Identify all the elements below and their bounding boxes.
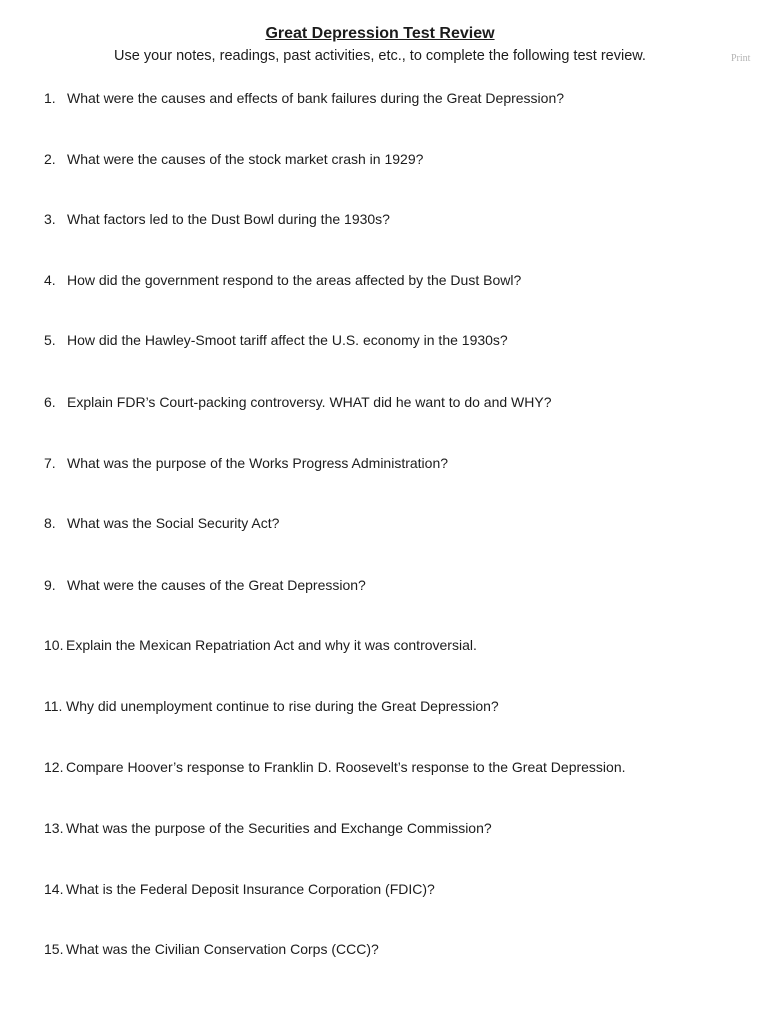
print-link[interactable]: Print — [731, 53, 751, 64]
question-item — [44, 514, 744, 532]
question-item — [44, 697, 744, 715]
question-text: What were the causes of the stock market crash in 1929? — [67, 151, 424, 167]
question-item — [44, 576, 744, 594]
instructions-text: Use your notes, readings, past activities, etc., to complete the following test review. — [114, 48, 646, 64]
question-number: 1. — [44, 90, 56, 106]
question-text: How did the government respond to the areas affected by the Dust Bowl? — [67, 272, 522, 288]
question-number: 9. — [44, 577, 56, 593]
question-number: 13. — [44, 820, 64, 836]
question-number: 11. — [44, 698, 63, 714]
question-number: 2. — [44, 151, 56, 167]
question-item — [44, 636, 744, 654]
question-text: What is the Federal Deposit Insurance Corporation (FDIC)? — [66, 881, 435, 897]
question-number: 6. — [44, 394, 56, 410]
question-item — [44, 758, 744, 776]
question-item — [44, 393, 744, 411]
question-number: 5. — [44, 332, 56, 348]
question-item — [44, 89, 744, 107]
question-number: 10. — [44, 637, 64, 653]
question-item — [44, 150, 744, 168]
question-item — [44, 210, 744, 228]
question-number: 15. — [44, 941, 64, 957]
question-text: What were the causes of the Great Depression? — [67, 577, 366, 593]
question-number: 7. — [44, 455, 56, 471]
question-item — [44, 454, 744, 472]
question-item — [44, 819, 744, 837]
question-item — [44, 880, 744, 898]
question-item — [44, 940, 744, 958]
question-text: Explain FDR’s Court-packing controversy. WHAT did he want to do and WHY? — [67, 394, 552, 410]
page-title: Great Depression Test Review — [265, 25, 495, 42]
question-text: What factors led to the Dust Bowl during the 1930s? — [67, 211, 390, 227]
question-text: What were the causes and effects of bank failures during the Great Depression? — [67, 90, 565, 106]
question-text: Compare Hoover’s response to Franklin D. Roosevelt’s response to the Great Depression. — [66, 759, 626, 775]
question-text: What was the purpose of the Securities and Exchange Commission? — [66, 820, 492, 836]
question-number: 12. — [44, 759, 64, 775]
question-text: What was the Social Security Act? — [67, 515, 280, 531]
question-text: What was the purpose of the Works Progress Administration? — [67, 455, 449, 471]
question-item — [44, 331, 744, 349]
question-number: 4. — [44, 272, 56, 288]
question-number: 8. — [44, 515, 56, 531]
question-text: What was the Civilian Conservation Corps (CCC)? — [66, 941, 379, 957]
question-number: 14. — [44, 881, 64, 897]
question-item — [44, 271, 744, 289]
question-text: How did the Hawley-Smoot tariff affect the U.S. economy in the 1930s? — [67, 332, 508, 348]
question-text: Explain the Mexican Repatriation Act and why it was controversial. — [66, 637, 477, 653]
question-number: 3. — [44, 211, 56, 227]
question-text: Why did unemployment continue to rise during the Great Depression? — [66, 698, 499, 714]
